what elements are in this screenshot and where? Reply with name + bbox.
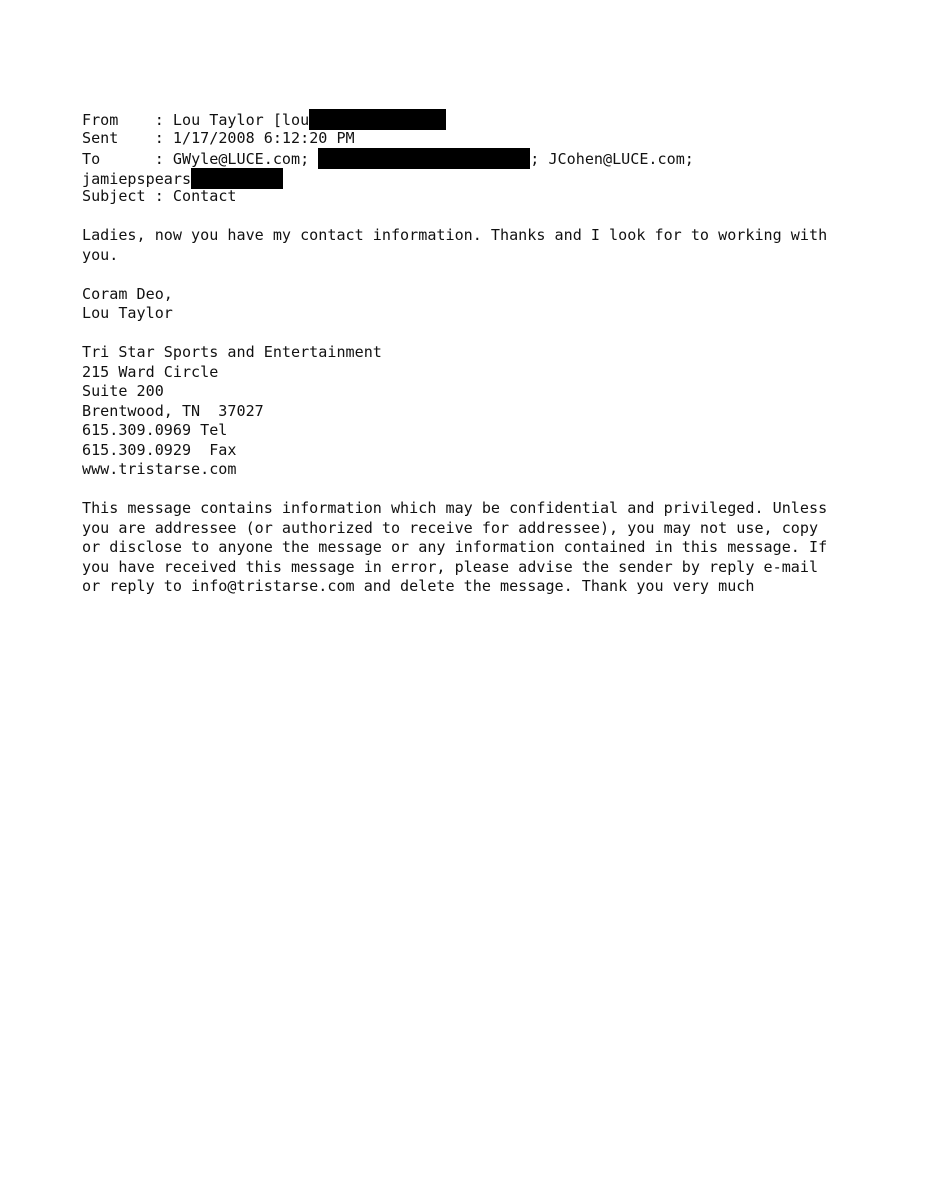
redaction-box <box>309 109 446 130</box>
to-line-continued <box>82 168 872 188</box>
from-label: From <box>82 111 155 129</box>
to-recipient-1: GWyle@LUCE.com; <box>172 150 319 168</box>
body-line: you. <box>82 245 119 264</box>
from-separator: : <box>154 111 173 129</box>
company-address-suite: Suite 200 <box>82 382 164 400</box>
subject-separator: : <box>154 187 173 205</box>
sent-label: Sent <box>82 128 155 147</box>
body-line: Ladies, now you have my contact information. Thanks and I look for to working with <box>82 226 828 244</box>
to-label: To <box>82 150 155 168</box>
sent-line <box>82 129 872 149</box>
spacer <box>82 324 872 344</box>
disclaimer-line: you are addressee (or authorized to receive for addressee), you may not use, copy <box>82 518 819 537</box>
to-separator: : <box>154 150 173 168</box>
company-phone: 615.309.0969 Tel <box>82 421 228 439</box>
spacer <box>82 207 872 227</box>
spacer <box>82 480 872 500</box>
from-value: Lou Taylor [lou <box>172 111 310 129</box>
disclaimer-line: or reply to info@tristarse.com and delete the message. Thank you very much <box>82 577 755 595</box>
signature <box>82 285 872 324</box>
disclaimer-line: or disclose to anyone the message or any information contained in this message. If <box>82 538 828 556</box>
subject-line <box>82 187 872 207</box>
disclaimer-line: This message contains information which may be confidential and privileged. Unless <box>82 499 828 517</box>
to-recipient-3: jamiepspears <box>82 169 192 188</box>
to-recipient-2: ; JCohen@LUCE.com; <box>530 150 694 168</box>
company-block <box>82 343 872 480</box>
subject-label: Subject <box>82 187 155 205</box>
email-header <box>82 109 872 207</box>
disclaimer-line: you have received this message in error, please advise the sender by reply e-mail <box>82 557 819 576</box>
company-address-street: 215 Ward Circle <box>82 362 219 381</box>
email-printout <box>82 109 872 597</box>
company-fax: 615.309.0929 Fax <box>82 440 237 459</box>
signature-name: Lou Taylor <box>82 304 173 322</box>
from-line <box>82 109 872 129</box>
signature-closing: Coram Deo, <box>82 284 173 303</box>
to-line <box>82 148 872 168</box>
redaction-box <box>318 148 530 169</box>
subject-value: Contact <box>172 187 237 205</box>
sent-value: 1/17/2008 6:12:20 PM <box>172 128 355 147</box>
sent-separator: : <box>154 128 173 147</box>
message-body <box>82 226 872 265</box>
company-name: Tri Star Sports and Entertainment <box>82 343 382 361</box>
spacer <box>82 265 872 285</box>
company-website: www.tristarse.com <box>82 460 237 478</box>
company-address-city: Brentwood, TN 37027 <box>82 401 264 420</box>
redaction-box <box>191 168 283 189</box>
disclaimer <box>82 499 872 597</box>
